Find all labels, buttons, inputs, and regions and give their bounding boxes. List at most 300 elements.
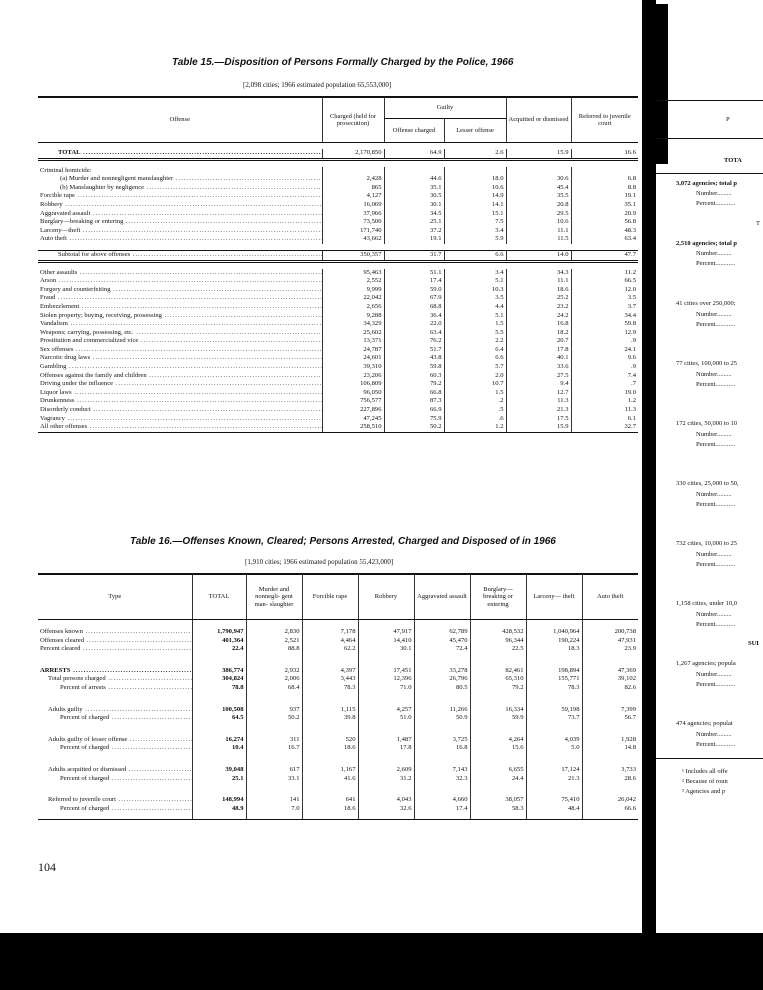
spacer-cell xyxy=(302,783,358,796)
cell-value: 32.3 xyxy=(414,775,470,784)
cell-value: 4,397 xyxy=(302,667,358,676)
cell-value: 16.7 xyxy=(246,744,302,753)
cell-value: 62.2 xyxy=(302,645,358,654)
adjacent-text: ² Because of roun xyxy=(682,778,728,785)
cell-charged: 106,809 xyxy=(322,380,384,389)
spacer-cell xyxy=(582,753,638,766)
cell-value: 58.3 xyxy=(470,805,526,814)
cell-lesser: 6.6 xyxy=(444,354,506,363)
cell-acquitted: 18.6 xyxy=(506,286,571,295)
spacer-cell xyxy=(582,620,638,629)
cell-charged: 95,463 xyxy=(322,269,384,278)
table-row xyxy=(38,706,638,715)
cell-value: 50.2 xyxy=(246,714,302,723)
adjacent-text: Number......... xyxy=(696,311,732,318)
adjacent-text: P xyxy=(726,116,730,123)
spacer-cell xyxy=(192,813,246,820)
cell-acquitted: 20.8 xyxy=(506,201,571,210)
cell-value: 4,660 xyxy=(414,796,470,805)
adjacent-text: ¹ Includes all offe xyxy=(682,768,728,775)
cell-value: 100,508 xyxy=(192,706,246,715)
adjacent-rule xyxy=(656,173,763,174)
cell-acquitted: 18.2 xyxy=(506,329,571,338)
cell-value: 80.5 xyxy=(414,684,470,693)
adjacent-text: Number......... xyxy=(696,250,732,257)
cell-value: 59,198 xyxy=(526,706,582,715)
spacer-cell xyxy=(246,654,302,667)
cell-acquitted: 30.6 xyxy=(506,175,571,184)
adjacent-text: Number......... xyxy=(696,431,732,438)
cell-charged: 22,042 xyxy=(322,294,384,303)
spacer-row xyxy=(38,813,638,820)
cell-value: 75,410 xyxy=(526,796,582,805)
spacer-cell xyxy=(414,620,470,629)
cell-guilty-charged: 75.9 xyxy=(384,415,444,424)
cell-lesser: 7.5 xyxy=(444,218,506,227)
cell-value: 1,040,964 xyxy=(526,628,582,637)
cell-value: 22.4 xyxy=(192,645,246,654)
cell-value: 1,167 xyxy=(302,766,358,775)
spacer-cell xyxy=(526,753,582,766)
cell-guilty-charged: 76.2 xyxy=(384,337,444,346)
row-label: Forgery and counterfeiting ..... xyxy=(38,286,322,295)
adjacent-text: Percent............ xyxy=(696,501,735,508)
table-row xyxy=(38,227,638,236)
cell-acquitted: 17.8 xyxy=(506,346,571,355)
cell-value: 48.9 xyxy=(192,805,246,814)
spacer-cell xyxy=(526,654,582,667)
cell-lesser: 5.9 xyxy=(444,235,506,244)
cell-value: 3,733 xyxy=(582,766,638,775)
adjacent-text: SUI xyxy=(748,640,759,647)
cell-charged: 9,999 xyxy=(322,286,384,295)
cell-juvenile: 11.2 xyxy=(571,269,638,278)
spacer-cell xyxy=(470,693,526,706)
adjacent-text: 3,072 agencies; total p xyxy=(676,180,738,187)
adjacent-text: 1,267 agencies; popula xyxy=(676,660,736,667)
cell-guilty-charged: 51.1 xyxy=(384,269,444,278)
t16-header-5: Aggravated assault xyxy=(414,574,470,620)
table-row xyxy=(38,269,638,278)
adjacent-text: Percent............ xyxy=(696,681,735,688)
cell-guilty-charged: 60.3 xyxy=(384,372,444,381)
cell-acquitted: 45.4 xyxy=(506,184,571,193)
row-label: Percent cleared ..... xyxy=(38,645,192,654)
cell-acquitted: 14.0 xyxy=(506,250,571,261)
spacer-row xyxy=(38,654,638,667)
cell-juvenile: 3.7 xyxy=(571,303,638,312)
table-row xyxy=(38,149,638,159)
cell-charged: 25,602 xyxy=(322,329,384,338)
table-row xyxy=(38,184,638,193)
row-label: Percent of charged ..... xyxy=(38,714,192,723)
spacer-cell xyxy=(192,693,246,706)
cell-value: 71.0 xyxy=(358,684,414,693)
cell-lesser: 3.4 xyxy=(444,227,506,236)
cell-value: 65,310 xyxy=(470,675,526,684)
cell-lesser xyxy=(444,167,506,176)
cell-guilty-charged: 59.8 xyxy=(384,363,444,372)
spacer-cell xyxy=(582,723,638,736)
table-row xyxy=(38,775,638,784)
cell-value: 32.6 xyxy=(358,805,414,814)
spacer-row xyxy=(38,261,638,269)
row-label: Narcotic drug laws ..... xyxy=(38,354,322,363)
cell-value: 21.3 xyxy=(526,775,582,784)
row-label: Sex offenses ..... xyxy=(38,346,322,355)
cell-charged: 37,966 xyxy=(322,210,384,219)
spacer-cell xyxy=(38,753,192,766)
row-label: Percent of charged ..... xyxy=(38,775,192,784)
t15-header-juvenile: Referred to juvenile court xyxy=(571,97,638,143)
cell-juvenile: 48.3 xyxy=(571,227,638,236)
cell-value: 17.4 xyxy=(414,805,470,814)
cell-value: 10.4 xyxy=(192,744,246,753)
adjacent-text: 1,158 cities, under 10,0 xyxy=(676,600,738,607)
cell-value: 16.8 xyxy=(414,744,470,753)
spacer-cell xyxy=(526,783,582,796)
cell-value: 617 xyxy=(246,766,302,775)
cell-lesser: 10.3 xyxy=(444,286,506,295)
cell-charged: 13,371 xyxy=(322,337,384,346)
cell-value: 4,464 xyxy=(302,637,358,646)
t16-header-2: Murder and nonnegli- gent man- slaughter xyxy=(246,574,302,620)
spacer-cell xyxy=(192,723,246,736)
cell-acquitted: 11.1 xyxy=(506,227,571,236)
row-label: (a) Murder and nonnegligent manslaughter ..... xyxy=(38,175,322,184)
spacer-cell xyxy=(302,753,358,766)
cell-value: 64.5 xyxy=(192,714,246,723)
table16-title: Table 16.—Offenses Known, Cleared; Persons Arrested, Charged and Disposed of in 1966 xyxy=(130,536,556,547)
adjacent-text: Percent............ xyxy=(696,741,735,748)
table-row xyxy=(38,744,638,753)
spacer-cell xyxy=(38,620,192,629)
cell-value: 78.3 xyxy=(302,684,358,693)
table-row xyxy=(38,286,638,295)
cell-guilty-charged: 37.2 xyxy=(384,227,444,236)
cell-value: 18.3 xyxy=(526,645,582,654)
cell-guilty-charged: 67.9 xyxy=(384,294,444,303)
cell-value: 155,771 xyxy=(526,675,582,684)
spacer-cell xyxy=(358,813,414,820)
cell-juvenile: 47.7 xyxy=(571,250,638,261)
cell-value: 50.9 xyxy=(414,714,470,723)
cell-value: 148,994 xyxy=(192,796,246,805)
spacer-row xyxy=(38,783,638,796)
cell-charged: 34,329 xyxy=(322,320,384,329)
cell-juvenile: 8.8 xyxy=(571,184,638,193)
spacer-cell xyxy=(414,783,470,796)
adjacent-text: Percent............ xyxy=(696,621,735,628)
cell-acquitted: 24.2 xyxy=(506,312,571,321)
spacer-cell xyxy=(192,620,246,629)
adjacent-text: Number......... xyxy=(696,190,732,197)
row-label: Auto theft ..... xyxy=(38,235,322,244)
spacer-cell xyxy=(358,783,414,796)
cell-lesser: 4.4 xyxy=(444,303,506,312)
cell-guilty-charged: 36.4 xyxy=(384,312,444,321)
cell-juvenile: 3.5 xyxy=(571,294,638,303)
table-row xyxy=(38,415,638,424)
table-row xyxy=(38,684,638,693)
cell-acquitted: 10.6 xyxy=(506,218,571,227)
cell-guilty-charged: 44.6 xyxy=(384,175,444,184)
cell-acquitted: 29.5 xyxy=(506,210,571,219)
cell-value: 3,443 xyxy=(302,675,358,684)
row-label: Adults guilty ..... xyxy=(38,706,192,715)
spacer-cell xyxy=(358,620,414,629)
cell-juvenile: .9 xyxy=(571,363,638,372)
cell-value: 59.9 xyxy=(470,714,526,723)
row-label: Percent of charged ..... xyxy=(38,805,192,814)
spacer-cell xyxy=(192,753,246,766)
cell-value: 6,655 xyxy=(470,766,526,775)
cell-value: 18.6 xyxy=(302,805,358,814)
row-label: Other assaults ..... xyxy=(38,269,322,278)
cell-lesser: 5.1 xyxy=(444,312,506,321)
spacer-cell xyxy=(470,654,526,667)
table-row xyxy=(38,363,638,372)
cell-value: 31.2 xyxy=(358,775,414,784)
cell-value: 88.8 xyxy=(246,645,302,654)
row-label: Adults guilty of lesser offense ..... xyxy=(38,736,192,745)
t15-header-offense: Offense xyxy=(38,97,322,143)
cell-guilty-charged: 31.7 xyxy=(384,250,444,261)
spacer-cell xyxy=(358,723,414,736)
cell-charged: 16,069 xyxy=(322,201,384,210)
cell-value: 198,894 xyxy=(526,667,582,676)
cell-acquitted: 15.9 xyxy=(506,149,571,159)
cell-guilty-charged: 68.8 xyxy=(384,303,444,312)
cell-value: 39,102 xyxy=(582,675,638,684)
cell-lesser: 1.5 xyxy=(444,389,506,398)
t15-header-charged: Charged (held for prosecution) xyxy=(322,97,384,143)
table-row xyxy=(38,406,638,415)
row-label: Stolen property; buying, receiving, possessing ..... xyxy=(38,312,322,321)
cell-value: 937 xyxy=(246,706,302,715)
cell-juvenile: 12.0 xyxy=(571,286,638,295)
adjacent-text: Number......... xyxy=(696,491,732,498)
adjacent-text: Percent............ xyxy=(696,321,735,328)
cell-juvenile: 16.6 xyxy=(571,149,638,159)
cell-value: 190,224 xyxy=(526,637,582,646)
row-label: Fraud ..... xyxy=(38,294,322,303)
t16-header-1: TOTAL xyxy=(192,574,246,620)
cell-value: 2,006 xyxy=(246,675,302,684)
table-row xyxy=(38,628,638,637)
spacer-cell xyxy=(38,813,192,820)
table16 xyxy=(38,573,638,820)
cell-acquitted: 20.7 xyxy=(506,337,571,346)
cell-value: 1,928 xyxy=(582,736,638,745)
cell-value: 68.4 xyxy=(246,684,302,693)
cell-value: 2,932 xyxy=(246,667,302,676)
cell-juvenile: 63.4 xyxy=(571,235,638,244)
cell-charged: 171,740 xyxy=(322,227,384,236)
cell-juvenile: 59.8 xyxy=(571,320,638,329)
cell-value: 48.4 xyxy=(526,805,582,814)
row-label: Larceny—theft ..... xyxy=(38,227,322,236)
adjacent-rule xyxy=(656,100,763,101)
spacer-cell xyxy=(302,693,358,706)
row-label: Aggravated assault ..... xyxy=(38,210,322,219)
row-label: Robbery ..... xyxy=(38,201,322,210)
spacer-cell xyxy=(526,620,582,629)
cell-lesser: 2.6 xyxy=(444,149,506,159)
cell-lesser: 6.4 xyxy=(444,346,506,355)
cell-value: 304,824 xyxy=(192,675,246,684)
adjacent-text: Percent............ xyxy=(696,441,735,448)
row-label: ARRESTS ..... xyxy=(38,667,192,676)
cell-juvenile: 35.1 xyxy=(571,201,638,210)
spacer-cell xyxy=(414,723,470,736)
cell-value: 25.1 xyxy=(192,775,246,784)
cell-value: 38,057 xyxy=(470,796,526,805)
page-number: 104 xyxy=(38,860,56,874)
adjacent-text: Percent............ xyxy=(696,200,735,207)
adjacent-rule xyxy=(656,758,763,759)
cell-charged: 23,206 xyxy=(322,372,384,381)
table16-subtitle: [1,910 cities; 1966 estimated population 55,423,000] xyxy=(245,558,394,566)
table-row xyxy=(38,397,638,406)
cell-juvenile: 6.1 xyxy=(571,415,638,424)
cell-juvenile: 20.9 xyxy=(571,210,638,219)
row-label: Percent of charged ..... xyxy=(38,744,192,753)
row-label: Offenses known ..... xyxy=(38,628,192,637)
spacer-cell xyxy=(414,813,470,820)
cell-guilty-charged: 59.0 xyxy=(384,286,444,295)
t16-header-7: Larceny— theft xyxy=(526,574,582,620)
cell-value: 311 xyxy=(246,736,302,745)
cell-charged xyxy=(322,167,384,176)
cell-lesser: 5.1 xyxy=(444,277,506,286)
spacer-cell xyxy=(38,159,638,167)
cell-value: 78.3 xyxy=(526,684,582,693)
cell-acquitted: 25.2 xyxy=(506,294,571,303)
adjacent-text: T xyxy=(756,220,760,227)
cell-juvenile: 9.6 xyxy=(571,354,638,363)
cell-value: 96,344 xyxy=(470,637,526,646)
table-row xyxy=(38,167,638,176)
row-label: Driving under the influence ..... xyxy=(38,380,322,389)
spacer-cell xyxy=(526,813,582,820)
cell-value: 7,178 xyxy=(302,628,358,637)
cell-juvenile: 32.7 xyxy=(571,423,638,432)
spacer-row xyxy=(38,693,638,706)
table-row xyxy=(38,675,638,684)
table-row xyxy=(38,277,638,286)
cell-value: 39.8 xyxy=(302,714,358,723)
spacer-cell xyxy=(246,783,302,796)
adjacent-text: Number......... xyxy=(696,551,732,558)
cell-acquitted: 35.5 xyxy=(506,192,571,201)
cell-acquitted xyxy=(506,167,571,176)
table-row xyxy=(38,210,638,219)
cell-lesser: 6.6 xyxy=(444,250,506,261)
adjacent-text: Percent............ xyxy=(696,561,735,568)
cell-lesser: 10.7 xyxy=(444,380,506,389)
table-row xyxy=(38,320,638,329)
spacer-row xyxy=(38,159,638,167)
adjacent-text: TOTA xyxy=(724,157,742,164)
cell-charged: 39,310 xyxy=(322,363,384,372)
spacer-cell xyxy=(38,723,192,736)
cell-lesser: 18.0 xyxy=(444,175,506,184)
cell-juvenile: 7.4 xyxy=(571,372,638,381)
cell-value: 22.5 xyxy=(470,645,526,654)
adjacent-text: 330 cities, 25,000 to 50, xyxy=(676,480,739,487)
row-label: Liquor laws ..... xyxy=(38,389,322,398)
table-row xyxy=(38,736,638,745)
spacer-cell xyxy=(414,693,470,706)
cell-lesser: 2.2 xyxy=(444,337,506,346)
t15-header-guilty: Guilty xyxy=(384,97,506,119)
spacer-cell xyxy=(470,813,526,820)
cell-acquitted: 12.7 xyxy=(506,389,571,398)
table-row xyxy=(38,796,638,805)
cell-guilty-charged: 87.3 xyxy=(384,397,444,406)
cell-acquitted: 17.5 xyxy=(506,415,571,424)
cell-guilty-charged: 66.9 xyxy=(384,406,444,415)
table-row xyxy=(38,201,638,210)
spacer-cell xyxy=(470,783,526,796)
cell-value: 33.1 xyxy=(246,775,302,784)
spacer-cell xyxy=(470,753,526,766)
table-row xyxy=(38,805,638,814)
table-row xyxy=(38,303,638,312)
cell-value: 14.8 xyxy=(582,744,638,753)
cell-value: 3,725 xyxy=(414,736,470,745)
row-label: Drunkenness ..... xyxy=(38,397,322,406)
row-label: Arson ..... xyxy=(38,277,322,286)
cell-value: 4,039 xyxy=(526,736,582,745)
cell-guilty-charged xyxy=(384,167,444,176)
cell-charged: 9,288 xyxy=(322,312,384,321)
adjacent-text: 41 cities over 250,000; xyxy=(676,300,736,307)
cell-lesser: 5.5 xyxy=(444,329,506,338)
cell-charged: 227,896 xyxy=(322,406,384,415)
cell-lesser: 14.1 xyxy=(444,201,506,210)
adjacent-text: 2,510 agencies; total p xyxy=(676,240,738,247)
cell-charged: 96,050 xyxy=(322,389,384,398)
cell-juvenile: 66.5 xyxy=(571,277,638,286)
table-row xyxy=(38,354,638,363)
adjacent-text: Number......... xyxy=(696,611,732,618)
cell-value: 16,334 xyxy=(470,706,526,715)
spacer-cell xyxy=(38,261,638,269)
cell-guilty-charged: 64.9 xyxy=(384,149,444,159)
cell-value: 14,410 xyxy=(358,637,414,646)
spacer-cell xyxy=(38,783,192,796)
row-label: Offenses cleared ..... xyxy=(38,637,192,646)
cell-value: 2,609 xyxy=(358,766,414,775)
t15-header-lesser-offense: Lesser offense xyxy=(444,119,506,143)
cell-guilty-charged: 51.7 xyxy=(384,346,444,355)
cell-acquitted: 9.4 xyxy=(506,380,571,389)
cell-value: 18.6 xyxy=(302,744,358,753)
cell-charged: 756,577 xyxy=(322,397,384,406)
cell-value: 51.0 xyxy=(358,714,414,723)
spacer-cell xyxy=(246,620,302,629)
spacer-cell xyxy=(302,654,358,667)
cell-guilty-charged: 34.5 xyxy=(384,210,444,219)
spacer-cell xyxy=(582,693,638,706)
t16-header-0: Type xyxy=(38,574,192,620)
cell-guilty-charged: 30.5 xyxy=(384,192,444,201)
cell-guilty-charged: 43.8 xyxy=(384,354,444,363)
cell-juvenile: 12.9 xyxy=(571,329,638,338)
cell-charged: 4,127 xyxy=(322,192,384,201)
